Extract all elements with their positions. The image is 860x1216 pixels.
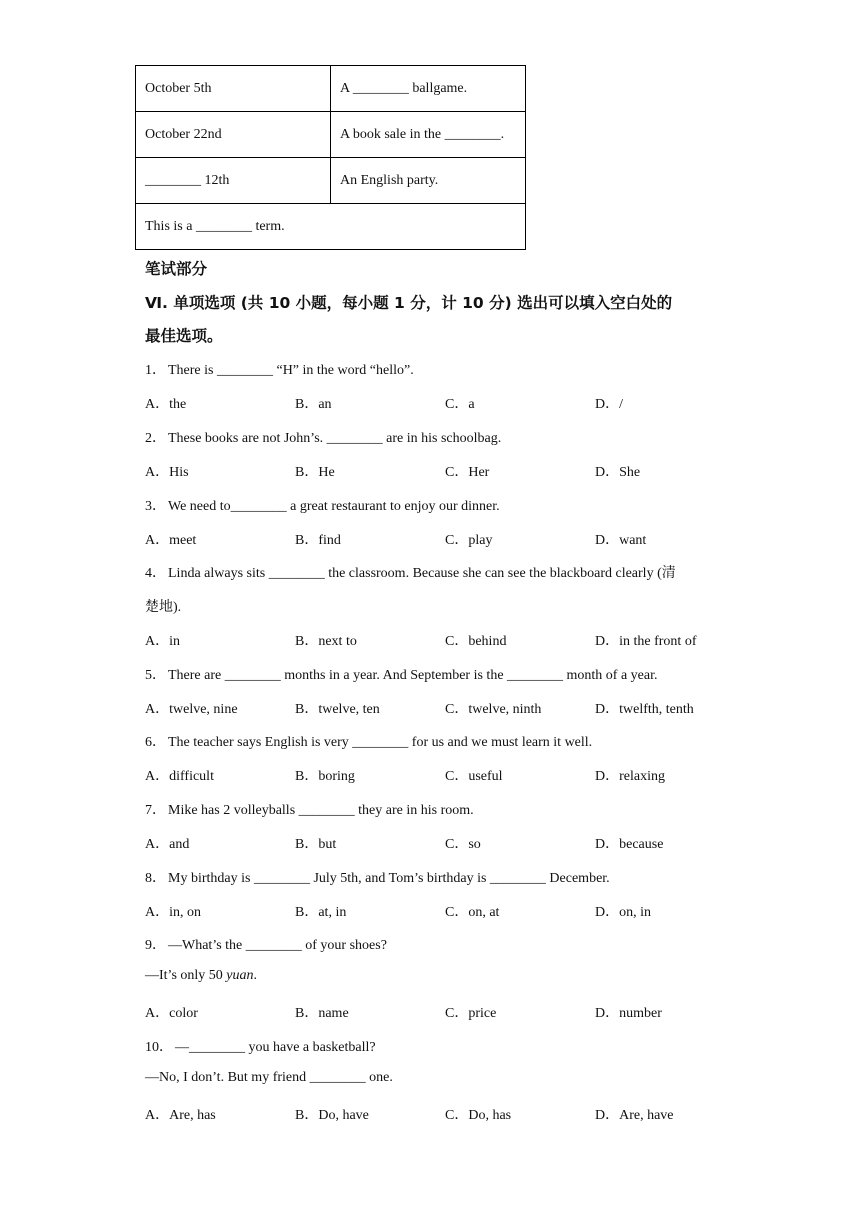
question-10-reply: —No, I don’t. But my friend ________ one. (145, 1070, 393, 1085)
table-footer-cell: This is a ________ term. (136, 204, 526, 250)
question-number: 9． (145, 938, 166, 953)
option-c[interactable]: C．useful (445, 769, 503, 784)
table-row (136, 112, 526, 158)
question-text: —________ you have a basketball? (175, 1040, 376, 1055)
option-a[interactable]: A．in (145, 634, 180, 649)
question-number: 3． (145, 499, 166, 514)
question-text: These books are not John’s. ________ are in his schoolbag. (168, 431, 502, 446)
option-a[interactable]: A．color (145, 1006, 198, 1021)
option-a[interactable]: A．in, on (145, 905, 201, 920)
question-number: 5． (145, 668, 166, 683)
option-a[interactable]: A．His (145, 465, 189, 480)
option-d[interactable]: D．Are, have (595, 1108, 674, 1123)
option-d[interactable]: D．because (595, 837, 664, 852)
option-b[interactable]: B．Do, have (295, 1108, 369, 1123)
question-5 (145, 664, 658, 684)
option-c[interactable]: C．Do, has (445, 1108, 512, 1123)
question-text: —What’s the ________ of your shoes? (168, 938, 387, 953)
question-number: 4． (145, 566, 166, 581)
reply-italic: yuan (226, 968, 254, 983)
option-b[interactable]: B．find (295, 533, 341, 548)
option-b[interactable]: B．but (295, 837, 337, 852)
section-heading-line2: 最佳选项。 (145, 327, 223, 345)
section-heading-line1: Ⅵ. 单项选项 (共 10 小题，每小题 1 分，计 10 分) 选出可以填入空白处的 (145, 294, 673, 312)
question-7 (145, 799, 474, 819)
option-c[interactable]: C．behind (445, 634, 507, 649)
question-2 (145, 427, 501, 447)
option-b[interactable]: B．at, in (295, 905, 347, 920)
option-c[interactable]: C．Her (445, 465, 490, 480)
option-c[interactable]: C．price (445, 1006, 497, 1021)
option-c[interactable]: C．so (445, 837, 481, 852)
question-number: 7． (145, 803, 166, 818)
question-text: Linda always sits ________ the classroom. Because she can see the blackboard clearly (清 (168, 566, 676, 581)
question-1 (145, 359, 414, 379)
question-number: 8． (145, 871, 166, 886)
option-c[interactable]: C．on, at (445, 905, 500, 920)
question-text: The teacher says English is very ________ for us and we must learn it well. (168, 735, 593, 750)
option-b[interactable]: B．an (295, 397, 332, 412)
option-b[interactable]: B．next to (295, 634, 357, 649)
option-b[interactable]: B．He (295, 465, 335, 480)
option-a[interactable]: A．the (145, 397, 187, 412)
option-b[interactable]: B．name (295, 1006, 349, 1021)
reply-text: —It’s only 50 (145, 968, 227, 983)
option-d[interactable]: D．relaxing (595, 769, 665, 784)
table-row (136, 158, 526, 204)
question-10 (145, 1036, 376, 1056)
option-d[interactable]: D．twelfth, tenth (595, 702, 694, 717)
question-number: 1． (145, 363, 166, 378)
question-8 (145, 867, 610, 887)
question-9-reply (145, 968, 257, 984)
question-number: 6． (145, 735, 166, 750)
schedule-table (135, 65, 526, 250)
option-a[interactable]: A．twelve, nine (145, 702, 238, 717)
option-a[interactable]: A．and (145, 837, 190, 852)
option-a[interactable]: A．Are, has (145, 1108, 216, 1123)
question-4-continued: 楚地). (145, 600, 182, 615)
question-6 (145, 731, 592, 751)
table-cell: October 5th (136, 66, 331, 112)
question-9 (145, 934, 387, 954)
option-d[interactable]: D．on, in (595, 905, 651, 920)
question-text: There is ________ “H” in the word “hello”. (168, 363, 414, 378)
question-number: 2． (145, 431, 166, 446)
option-a[interactable]: A．difficult (145, 769, 214, 784)
table-cell: An English party. (331, 158, 526, 204)
option-d[interactable]: D．/ (595, 397, 623, 412)
option-d[interactable]: D．want (595, 533, 647, 548)
table-cell: A book sale in the ________. (331, 112, 526, 158)
question-text: We need to________ a great restaurant to enjoy our dinner. (168, 499, 500, 514)
table-cell: A ________ ballgame. (331, 66, 526, 112)
question-text: Mike has 2 volleyballs ________ they are in his room. (168, 803, 474, 818)
question-text: There are ________ months in a year. And September is the ________ month of a year. (168, 668, 658, 683)
table-row (136, 204, 526, 250)
question-number: 10． (145, 1040, 173, 1055)
option-c[interactable]: C．a (445, 397, 475, 412)
table-cell: ________ 12th (136, 158, 331, 204)
option-b[interactable]: B．twelve, ten (295, 702, 380, 717)
option-d[interactable]: D．number (595, 1006, 662, 1021)
table-cell: October 22nd (136, 112, 331, 158)
reply-end: . (253, 968, 257, 983)
question-3 (145, 495, 500, 515)
option-d[interactable]: D．She (595, 465, 641, 480)
option-b[interactable]: B．boring (295, 769, 355, 784)
option-c[interactable]: C．twelve, ninth (445, 702, 542, 717)
question-4 (145, 562, 676, 582)
table-row (136, 66, 526, 112)
question-text: My birthday is ________ July 5th, and Tom’s birthday is ________ December. (168, 871, 610, 886)
option-d[interactable]: D．in the front of (595, 634, 697, 649)
section-title: 笔试部分 (145, 260, 208, 278)
option-a[interactable]: A．meet (145, 533, 197, 548)
option-c[interactable]: C．play (445, 533, 493, 548)
